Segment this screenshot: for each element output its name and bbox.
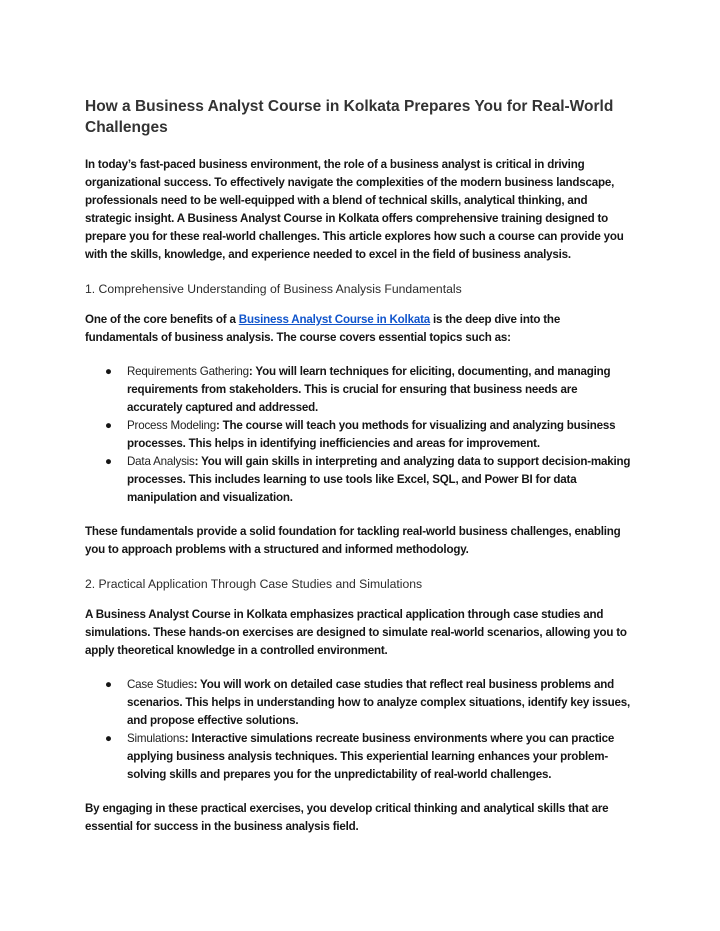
list-item (105, 363, 633, 417)
bullet-icon: ● (105, 455, 112, 468)
section-1-lead-paragraph (85, 311, 633, 347)
list-item (105, 730, 633, 784)
section-1-heading: 1. Comprehensive Understanding of Business Analysis Fundamentals (85, 282, 462, 296)
bullet-icon: ● (105, 365, 112, 378)
list-item-text: : The course will teach you methods for visualizing and analyzing business processes. This helps in identifying inefficiencies and areas for improvement. (127, 419, 616, 450)
list-item-term: Simulations (127, 732, 185, 745)
list-item (105, 453, 633, 507)
section-1-lead-after: is the deep dive into the fundamentals of business analysis. The course covers essential topics such as: (85, 313, 561, 344)
section-2-bullet-list (85, 676, 633, 784)
section-2-heading: 2. Practical Application Through Case Studies and Simulations (85, 577, 423, 591)
bullet-icon: ● (105, 419, 112, 432)
list-item-term: Case Studies (127, 678, 194, 691)
document-page (85, 96, 633, 852)
list-item (105, 676, 633, 730)
section-1-closing-paragraph: These fundamentals provide a solid foundation for tackling real-world business challenges, enabling you to approach problems with a structured and informed methodology. (85, 525, 621, 556)
list-item (105, 417, 633, 453)
list-item-text: : Interactive simulations recreate business environments where you can practice applying business analysis techniques. This experiential learning enhances your problem-solving skills and prepares you for the unpredictability of real-world challenges. (127, 732, 615, 781)
intro-paragraph: In today’s fast-paced business environment, the role of a business analyst is critical in driving organizational success. To effectively navigate the complexities of the modern business landscape, professionals need to be well-equipped with a blend of technical skills, analytical thinking, and strategic insight. A Business Analyst Course in Kolkata offers comprehensive training designed to prepare you for these real-world challenges. This article explores how such a course can provide you with the skills, knowledge, and experience needed to excel in the field of business analysis. (85, 158, 624, 261)
bullet-icon: ● (105, 678, 112, 691)
section-2-lead-paragraph: A Business Analyst Course in Kolkata emphasizes practical application through case studies and simulations. These hands-on exercises are designed to simulate real-world scenarios, allowing you to apply theoretical knowledge in a controlled environment. (85, 608, 627, 657)
document-title: How a Business Analyst Course in Kolkata Prepares You for Real-World Challenges (85, 98, 614, 136)
course-link[interactable]: Business Analyst Course in Kolkata (238, 313, 430, 326)
list-item-text: : You will work on detailed case studies that reflect real business problems and scenarios. This helps in understanding how to analyze complex situations, identify key issues, and propose effective solutions. (127, 678, 631, 727)
list-item-text: : You will learn techniques for eliciting, documenting, and managing requirements from stakeholders. This is crucial for ensuring that business needs are accurately captured and addressed. (127, 365, 611, 414)
list-item-term: Requirements Gathering (127, 365, 249, 378)
list-item-term: Data Analysis (127, 455, 195, 468)
bullet-icon: ● (105, 732, 112, 745)
list-item-text: : You will gain skills in interpreting and analyzing data to support decision-making processes. This includes learning to use tools like Excel, SQL, and Power BI for data manipulation and visualization. (127, 455, 631, 504)
section-2-closing-paragraph: By engaging in these practical exercises, you develop critical thinking and analytical skills that are essential for success in the business analysis field. (85, 802, 609, 833)
section-1-lead-before: One of the core benefits of a (85, 313, 239, 326)
list-item-term: Process Modeling (127, 419, 216, 432)
section-1-bullet-list (85, 363, 633, 507)
